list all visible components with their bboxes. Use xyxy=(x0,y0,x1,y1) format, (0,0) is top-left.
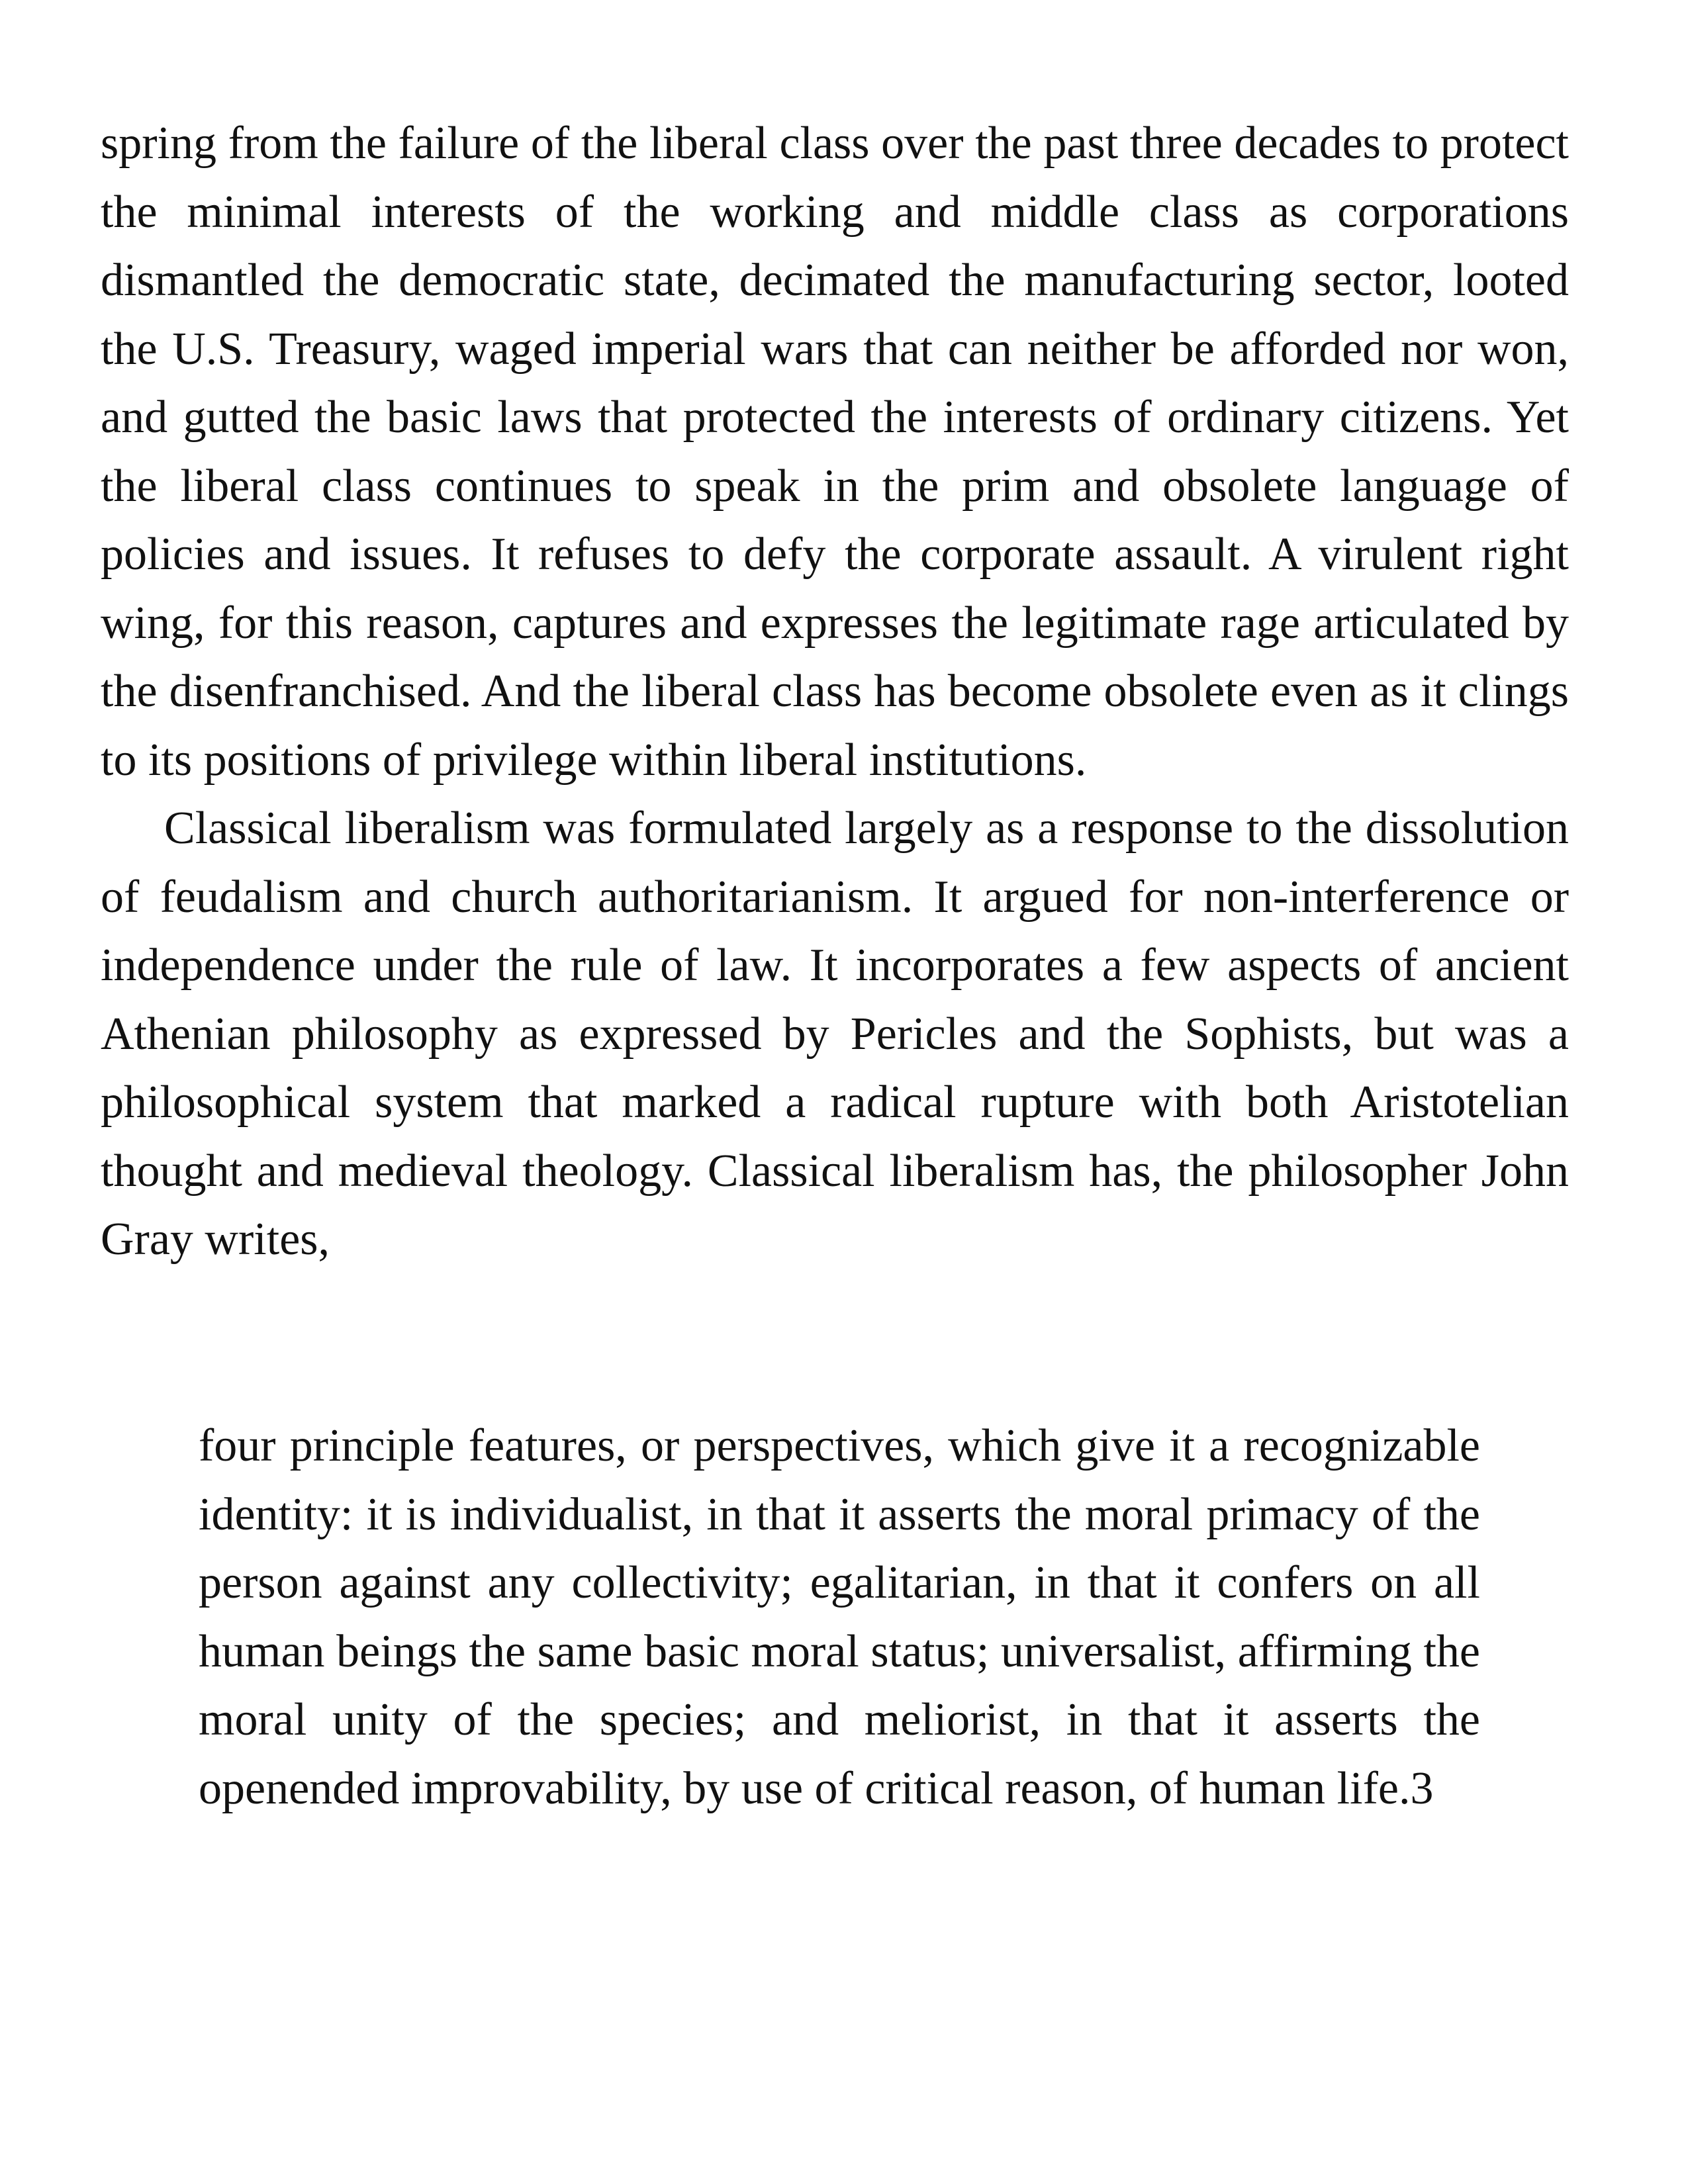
paragraph-classical-liberalism: Classical liberalism was formulated largely as a response to the dissolution of feudalism and church authoritarianism. It argued for non-interference or independence under the rule of law. It incorporates a few aspects of ancient Athenian philosophy as expressed by Pericles and the Sophists, but was a philosophical system that marked a radical rupture with both Aristotelian thought and medieval theology. Classical liberalism has, the philosopher John Gray writes, xyxy=(101,803,1569,1265)
block-quote-john-gray: four principle features, or perspectives, which give it a recognizable identity: it is individualist, in that it asserts the moral primacy of the person against any collectivity; egalitarian, in that it confers on all human beings the same basic moral status; universalist, affirming the moral unity of the species; and meliorist, in that it asserts the openended improvability, by use of critical reason, of human life.3 xyxy=(199,1420,1480,1814)
body-text xyxy=(101,109,1569,1274)
paragraph-continuation: spring from the failure of the liberal class over the past three decades to protect the minimal interests of the working and middle class as corporations dismantled the democratic state, decimated the manufacturing sector, looted the U.S. Treasury, waged imperial wars that can neither be afforded nor won, and gutted the basic laws that protected the interests of ordinary citizens. Yet the liberal class continues to speak in the prim and obsolete language of policies and issues. It refuses to defy the corporate assault. A virulent right wing, for this reason, captures and expresses the legitimate rage articulated by the disenfranchised. And the liberal class has become obsolete even as it clings to its positions of privilege within liberal institutions. xyxy=(101,118,1569,786)
